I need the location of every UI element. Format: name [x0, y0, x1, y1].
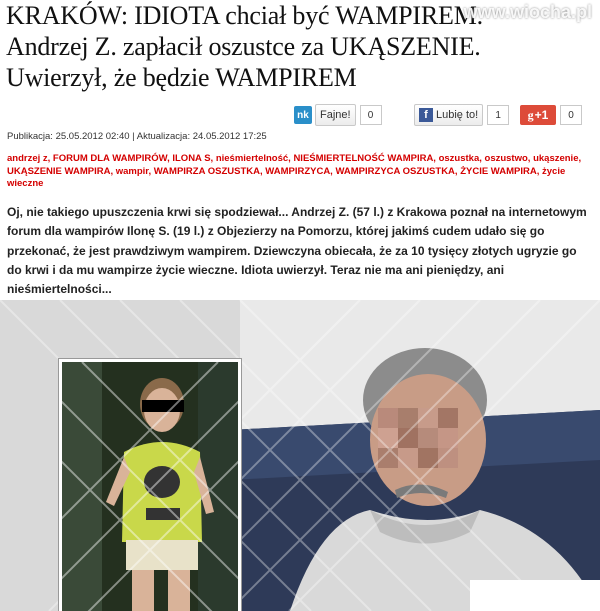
publication-meta: Publikacja: 25.05.2012 02:40 | Aktualizacja: 24.05.2012 17:25: [7, 131, 267, 142]
inset-photo-girl: [59, 359, 241, 611]
watermark: www.wiocha.pl: [463, 2, 592, 22]
gplus-label: +1: [534, 108, 549, 122]
nk-count: 0: [360, 105, 382, 125]
article-lead: Oj, nie takiego upuszczenia krwi się spodziewał... Andrzej Z. (57 l.) z Krakowa poznał na internetowym forum dla wampirów Ilonę S. (19 l.) z Objezierzy na Pomorzu, której jakimś cudem udało się go przekonać, że jest prawdziwym wampirem. Dziewczyna obiecała, że za 10 tysięcy złotych ugryzie go do krwi i da mu wampirze życie wieczne. Idiota uwierzył. Teraz nie ma ani pieniędzy, ani nieśmiertelności...: [7, 205, 587, 297]
headline-line-2: Andrzej Z. zapłacił oszustce za UKĄSZENIE.: [6, 32, 481, 61]
article-photo: [0, 300, 600, 611]
nk-logo-icon: nk: [294, 106, 312, 124]
headline-line-3: Uwierzył, że będzie WAMPIREM: [6, 63, 357, 92]
gplus-count: 0: [560, 105, 582, 125]
headline-line-1: KRAKÓW: IDIOTA chciał być WAMPIREM.: [6, 1, 483, 30]
gplus-g-icon: g: [527, 107, 534, 122]
nk-fajne-button[interactable]: [315, 104, 356, 126]
girl-illustration: [62, 362, 238, 611]
facebook-count: 1: [487, 105, 509, 125]
pixelated-face-man: [378, 408, 458, 468]
nk-fajne-label: Fajne!: [320, 109, 351, 121]
nk-share[interactable]: [294, 104, 382, 126]
facebook-share[interactable]: [414, 104, 509, 126]
gplus-share[interactable]: [520, 104, 582, 126]
gplus-button[interactable]: [520, 105, 556, 125]
facebook-icon: f: [419, 108, 433, 122]
tag-list[interactable]: andrzej z, FORUM DLA WAMPIRÓW, ILONA S, nieśmiertelność, NIEŚMIERTELNOŚĆ WAMPIRA, oszustka, oszustwo, ukąszenie, UKĄSZENIE WAMPIRA, wampir, WAMPIRZA OSZUSTKA, WAMPIRZYCA, WAMPIRZYCA OSZUSTKA, ŻYCIE WAMPIRA, życie wieczne: [7, 153, 582, 190]
facebook-like-button[interactable]: [414, 104, 483, 126]
facebook-like-label: Lubię to!: [436, 109, 479, 121]
